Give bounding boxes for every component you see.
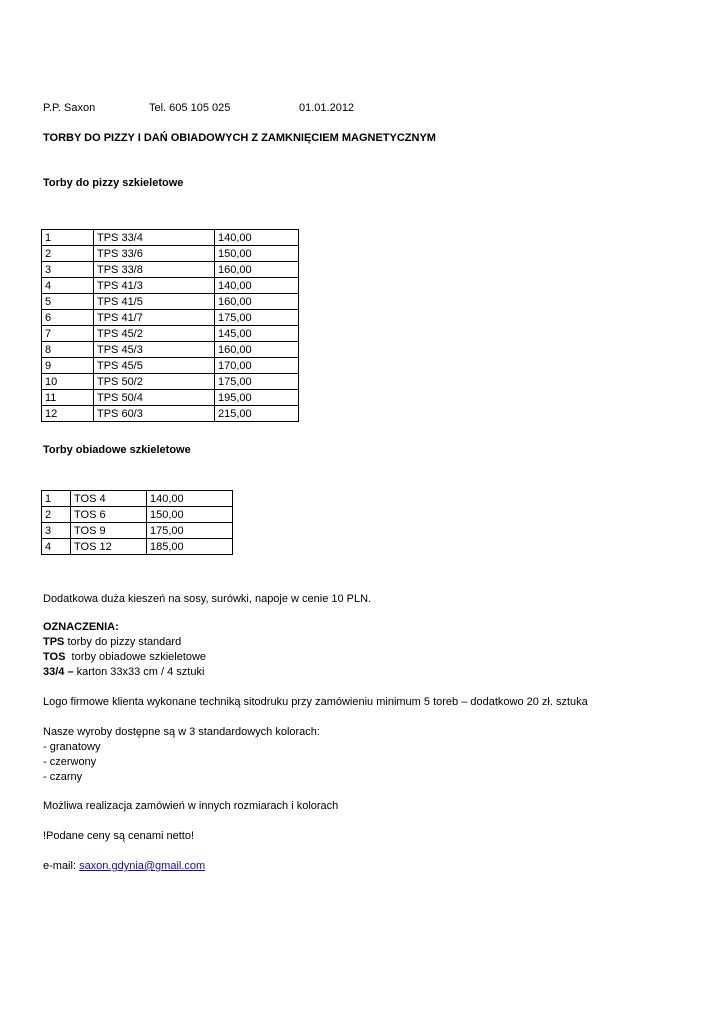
pizza-price-table	[41, 229, 299, 422]
net-prices-note: !Podane ceny są cenami netto!	[43, 830, 195, 842]
pizza-cell-no: 2	[42, 246, 94, 262]
legend-tps-code: TPS	[43, 636, 65, 648]
dinner-cell-code: TOS 4	[71, 491, 147, 507]
dinner-cell-no: 1	[42, 491, 71, 507]
color-item-red: - czerwony	[43, 756, 97, 768]
pizza-cell-price: 145,00	[215, 326, 299, 342]
color-item-black: - czarny	[43, 771, 83, 783]
pizza-cell-price: 215,00	[215, 406, 299, 422]
legend-size-code: 33/4 –	[43, 666, 74, 678]
legend-size-text: karton 33x33 cm / 4 sztuki	[73, 666, 205, 678]
pizza-cell-no: 5	[42, 294, 94, 310]
main-title: TORBY DO PIZZY I DAŃ OBIADOWYCH Z ZAMKNIĘCIEM MAGNETYCZNYM	[43, 132, 436, 144]
pizza-cell-price: 160,00	[215, 342, 299, 358]
dinner-row	[42, 523, 233, 539]
phone-number: Tel. 605 105 025	[149, 102, 231, 114]
pizza-cell-no: 10	[42, 374, 94, 390]
dinner-price-table	[41, 490, 233, 555]
legend-size	[43, 665, 204, 679]
pizza-cell-no: 6	[42, 310, 94, 326]
pizza-row	[42, 406, 299, 422]
dinner-cell-price: 175,00	[147, 523, 233, 539]
dinner-cell-code: TOS 6	[71, 507, 147, 523]
dinner-cell-price: 185,00	[147, 539, 233, 555]
company-name: P.P. Saxon	[43, 102, 96, 114]
pizza-cell-no: 1	[42, 230, 94, 246]
pizza-cell-no: 11	[42, 390, 94, 406]
pizza-cell-code: TPS 33/8	[94, 262, 215, 278]
pizza-cell-price: 160,00	[215, 262, 299, 278]
pizza-row	[42, 358, 299, 374]
pizza-cell-code: TPS 41/3	[94, 278, 215, 294]
legend-tos	[43, 650, 206, 664]
legend-title: OZNACZENIA:	[43, 621, 119, 633]
dinner-cell-code: TOS 9	[71, 523, 147, 539]
pizza-cell-code: TPS 50/2	[94, 374, 215, 390]
email-label: e-mail:	[43, 860, 80, 872]
pizza-row	[42, 310, 299, 326]
logo-print-note: Logo firmowe klienta wykonane techniką sitodruku przy zamówieniu minimum 5 toreb – dodatkowo 20 zł. sztuka	[43, 696, 588, 708]
pizza-cell-code: TPS 41/5	[94, 294, 215, 310]
legend-tps	[43, 635, 181, 649]
dinner-cell-code: TOS 12	[71, 539, 147, 555]
pizza-cell-price: 150,00	[215, 246, 299, 262]
legend-tps-text: torby do pizzy standard	[64, 636, 182, 648]
pizza-row	[42, 374, 299, 390]
pizza-cell-price: 140,00	[215, 230, 299, 246]
dinner-cell-price: 140,00	[147, 491, 233, 507]
pizza-cell-code: TPS 45/3	[94, 342, 215, 358]
dinner-row	[42, 491, 233, 507]
dinner-cell-no: 2	[42, 507, 71, 523]
pizza-row	[42, 246, 299, 262]
pizza-cell-price: 170,00	[215, 358, 299, 374]
pizza-row	[42, 230, 299, 246]
dinner-row	[42, 507, 233, 523]
pizza-cell-price: 175,00	[215, 310, 299, 326]
pizza-cell-code: TPS 50/4	[94, 390, 215, 406]
legend-tos-code: TOS	[43, 651, 66, 663]
dinner-cell-no: 3	[42, 523, 71, 539]
dinner-cell-no: 4	[42, 539, 71, 555]
email-line	[43, 859, 205, 873]
pizza-cell-code: TPS 33/4	[94, 230, 215, 246]
pizza-row	[42, 262, 299, 278]
pizza-cell-no: 9	[42, 358, 94, 374]
pizza-cell-code: TPS 45/2	[94, 326, 215, 342]
pizza-cell-no: 12	[42, 406, 94, 422]
pizza-section-title: Torby do pizzy szkieletowe	[43, 177, 184, 189]
pizza-cell-no: 4	[42, 278, 94, 294]
extra-pocket-note: Dodatkowa duża kieszeń na sosy, surówki, napoje w cenie 10 PLN.	[43, 593, 372, 605]
pizza-cell-no: 3	[42, 262, 94, 278]
pizza-cell-price: 140,00	[215, 278, 299, 294]
pizza-cell-code: TPS 45/5	[94, 358, 215, 374]
pizza-cell-price: 195,00	[215, 390, 299, 406]
pizza-cell-no: 8	[42, 342, 94, 358]
pizza-cell-price: 175,00	[215, 374, 299, 390]
pizza-row	[42, 326, 299, 342]
dinner-row	[42, 539, 233, 555]
color-item-navy: - granatowy	[43, 741, 101, 753]
document-date: 01.01.2012	[299, 102, 355, 114]
email-link[interactable]: saxon.gdynia@gmail.com	[79, 860, 206, 872]
pizza-row	[42, 278, 299, 294]
colors-intro: Nasze wyroby dostępne są w 3 standardowych kolorach:	[43, 726, 320, 738]
pizza-cell-code: TPS 33/6	[94, 246, 215, 262]
legend-tos-text: torby obiadowe szkieletowe	[65, 651, 207, 663]
pizza-row	[42, 390, 299, 406]
pizza-row	[42, 294, 299, 310]
dinner-section-title: Torby obiadowe szkieletowe	[43, 444, 191, 456]
pizza-cell-code: TPS 60/3	[94, 406, 215, 422]
pizza-row	[42, 342, 299, 358]
pizza-cell-price: 160,00	[215, 294, 299, 310]
dinner-cell-price: 150,00	[147, 507, 233, 523]
pizza-cell-no: 7	[42, 326, 94, 342]
custom-order-note: Możliwa realizacja zamówień w innych rozmiarach i kolorach	[43, 800, 339, 812]
pizza-cell-code: TPS 41/7	[94, 310, 215, 326]
